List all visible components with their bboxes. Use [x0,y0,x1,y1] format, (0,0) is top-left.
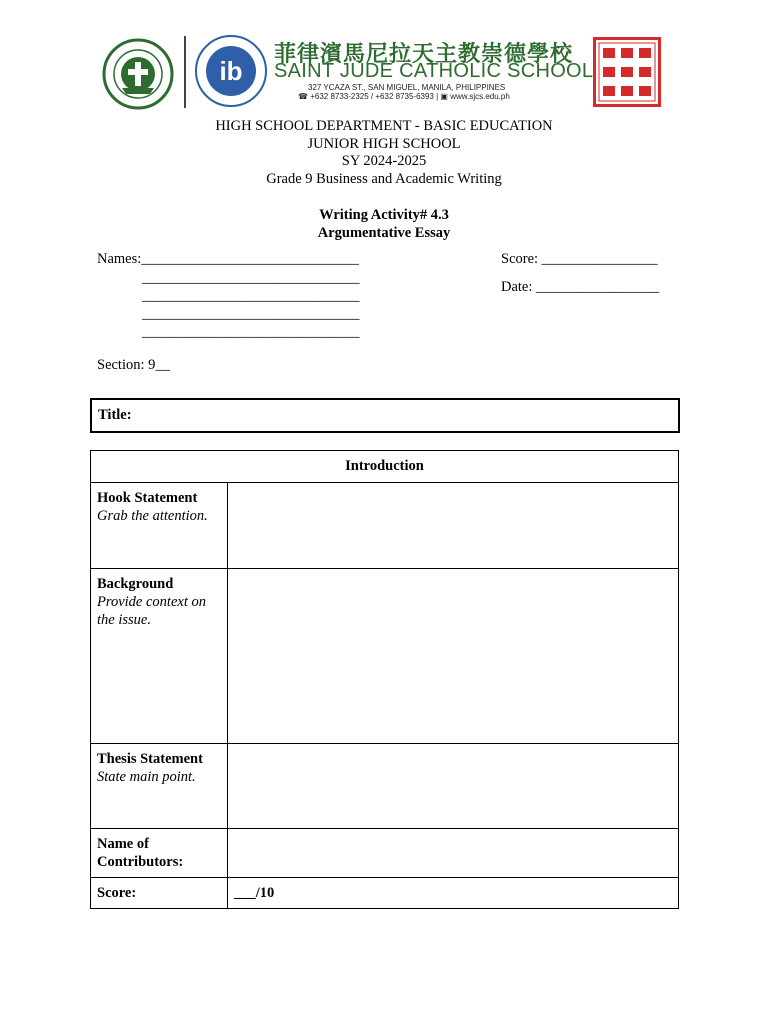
introduction-table [90,450,679,909]
table-header-row [91,451,679,483]
title-box[interactable] [90,398,680,433]
section-field[interactable]: Section: 9__ [97,357,170,373]
school-contact: ☎ +632 8733-2325 / +632 8735-6393 | ▣ www.sjcs.edu.ph [298,92,510,101]
score-value-cell[interactable]: ___/10 [228,878,679,909]
school-phones: +632 8733-2325 / +632 8735-6393 [310,92,434,101]
table-row [91,744,679,829]
table-row [91,483,679,569]
name-line-4[interactable]: ______________________________ [142,306,360,322]
table-row [91,829,679,878]
row-label: Hook Statement [97,490,198,506]
table-row [91,569,679,744]
ib-world-school-logo [194,34,268,108]
letterhead-divider [184,36,186,108]
activity-number: Writing Activity# 4.3 [319,207,449,223]
hook-label-cell [91,483,228,569]
row-label: Thesis Statement [97,751,203,767]
table-row [91,878,679,909]
contributors-answer-cell[interactable] [228,829,679,878]
school-name: SAINT JUDE CATHOLIC SCHOOL [274,60,594,82]
activity-type: Argumentative Essay [317,225,451,241]
hook-answer-cell[interactable] [228,483,679,569]
row-hint: State main point. [97,769,196,785]
score-field[interactable]: Score: ________________ [501,251,658,267]
school-website: www.sjcs.edu.ph [450,92,510,101]
school-year-line: SY 2024-2025 [341,153,427,169]
row-hint: Grab the attention. [97,508,208,524]
department-line: HIGH SCHOOL DEPARTMENT - BASIC EDUCATION [215,118,553,134]
title-label: Title: [98,407,132,423]
name-line-3[interactable]: ______________________________ [142,288,360,304]
school-level-line: JUNIOR HIGH SCHOOL [307,136,461,152]
date-field[interactable]: Date: _________________ [501,279,660,295]
row-label: Score: [97,885,137,901]
school-chinese-name: 菲律濱馬尼拉天主教崇德學校 [274,41,574,67]
web-icon: ▣ [440,92,448,101]
contributors-label-cell [91,829,228,878]
background-answer-cell[interactable] [228,569,679,744]
thesis-label-cell [91,744,228,829]
background-label-cell [91,569,228,744]
school-red-stamp [593,37,661,107]
course-line: Grade 9 Business and Academic Writing [266,171,502,187]
row-label: Background [97,576,174,592]
score-label-cell [91,878,228,909]
introduction-header: Introduction [91,451,679,483]
name-line-5[interactable]: ______________________________ [142,324,360,340]
ib-mark-text: ib [219,56,243,86]
row-label: Name of Contributors: [97,836,184,870]
row-hint: Provide context on the issue. [97,594,206,628]
names-field[interactable]: Names:______________________________ [97,251,359,267]
phone-icon: ☎ [298,92,308,101]
school-seal-logo [100,38,176,110]
name-line-2[interactable]: ______________________________ [142,270,360,286]
thesis-answer-cell[interactable] [228,744,679,829]
school-address: 327 YCAZA ST., SAN MIGUEL, MANILA, PHILIPPINES [308,83,506,92]
